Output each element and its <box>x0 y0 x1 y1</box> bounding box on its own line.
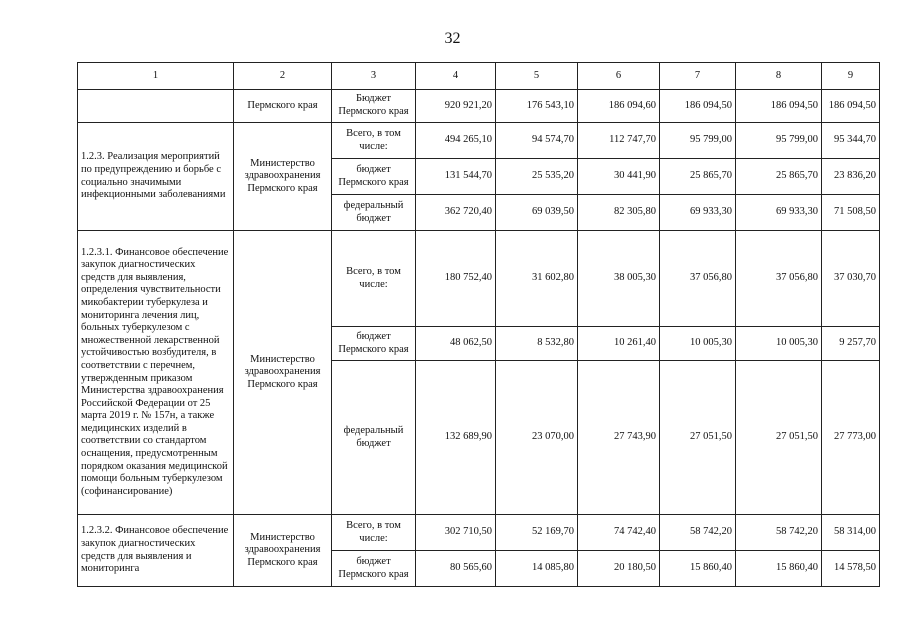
funding-source-cell: Всего, в том числе: <box>332 123 416 159</box>
table-row <box>78 90 880 123</box>
organization-cell: Министерство здравоохранения Пермского края <box>234 515 332 587</box>
funding-source-cell: бюджет Пермского края <box>332 327 416 361</box>
value-cell: 10 005,30 <box>660 327 736 361</box>
value-cell: 176 543,10 <box>496 90 578 123</box>
description-cell: 1.2.3.2. Финансовое обеспечение закупок диагностических средств для выявления и мониторинга <box>78 515 234 587</box>
header-cell: 2 <box>234 63 332 90</box>
value-cell: 27 743,90 <box>578 361 660 515</box>
organization-cell: Министерство здравоохранения Пермского края <box>234 231 332 515</box>
value-cell: 23 836,20 <box>822 159 880 195</box>
value-cell: 37 056,80 <box>660 231 736 327</box>
value-cell: 20 180,50 <box>578 551 660 587</box>
value-cell: 95 799,00 <box>660 123 736 159</box>
header-cell: 5 <box>496 63 578 90</box>
value-cell: 38 005,30 <box>578 231 660 327</box>
value-cell: 362 720,40 <box>416 195 496 231</box>
value-cell: 69 039,50 <box>496 195 578 231</box>
value-cell: 186 094,50 <box>736 90 822 123</box>
value-cell: 69 933,30 <box>660 195 736 231</box>
funding-source-cell: федеральный бюджет <box>332 361 416 515</box>
header-cell: 4 <box>416 63 496 90</box>
value-cell: 30 441,90 <box>578 159 660 195</box>
value-cell: 80 565,60 <box>416 551 496 587</box>
value-cell: 920 921,20 <box>416 90 496 123</box>
table-row <box>78 123 880 159</box>
header-cell: 3 <box>332 63 416 90</box>
value-cell: 186 094,50 <box>660 90 736 123</box>
value-cell: 27 051,50 <box>736 361 822 515</box>
value-cell: 131 544,70 <box>416 159 496 195</box>
value-cell: 15 860,40 <box>736 551 822 587</box>
table-row <box>78 231 880 327</box>
value-cell: 10 261,40 <box>578 327 660 361</box>
table-row <box>78 515 880 551</box>
funding-source-cell: Бюджет Пермского края <box>332 90 416 123</box>
value-cell: 8 532,80 <box>496 327 578 361</box>
value-cell: 27 051,50 <box>660 361 736 515</box>
value-cell: 71 508,50 <box>822 195 880 231</box>
value-cell: 31 602,80 <box>496 231 578 327</box>
header-cell: 7 <box>660 63 736 90</box>
organization-cell: Министерство здравоохранения Пермского края <box>234 123 332 231</box>
value-cell: 37 030,70 <box>822 231 880 327</box>
value-cell: 25 535,20 <box>496 159 578 195</box>
organization-cell: Пермского края <box>234 90 332 123</box>
description-cell <box>78 90 234 123</box>
header-cell: 8 <box>736 63 822 90</box>
header-cell: 1 <box>78 63 234 90</box>
value-cell: 186 094,60 <box>578 90 660 123</box>
value-cell: 69 933,30 <box>736 195 822 231</box>
value-cell: 132 689,90 <box>416 361 496 515</box>
value-cell: 95 799,00 <box>736 123 822 159</box>
value-cell: 52 169,70 <box>496 515 578 551</box>
header-cell: 9 <box>822 63 880 90</box>
value-cell: 37 056,80 <box>736 231 822 327</box>
value-cell: 15 860,40 <box>660 551 736 587</box>
value-cell: 25 865,70 <box>736 159 822 195</box>
value-cell: 14 578,50 <box>822 551 880 587</box>
description-cell: 1.2.3. Реализация мероприятий по предупреждению и борьбе с социально значимыми инфекционными заболеваниями <box>78 123 234 231</box>
value-cell: 23 070,00 <box>496 361 578 515</box>
page-number: 32 <box>444 30 461 47</box>
header-cell: 6 <box>578 63 660 90</box>
funding-source-cell: федеральный бюджет <box>332 195 416 231</box>
value-cell: 58 742,20 <box>660 515 736 551</box>
budget-table <box>77 62 880 587</box>
value-cell: 186 094,50 <box>822 90 880 123</box>
value-cell: 94 574,70 <box>496 123 578 159</box>
funding-source-cell: бюджет Пермского края <box>332 551 416 587</box>
value-cell: 9 257,70 <box>822 327 880 361</box>
value-cell: 58 742,20 <box>736 515 822 551</box>
funding-source-cell: Всего, в том числе: <box>332 231 416 327</box>
header-row <box>78 63 880 90</box>
funding-source-cell: бюджет Пермского края <box>332 159 416 195</box>
value-cell: 95 344,70 <box>822 123 880 159</box>
value-cell: 58 314,00 <box>822 515 880 551</box>
value-cell: 74 742,40 <box>578 515 660 551</box>
value-cell: 82 305,80 <box>578 195 660 231</box>
value-cell: 10 005,30 <box>736 327 822 361</box>
value-cell: 25 865,70 <box>660 159 736 195</box>
description-cell: 1.2.3.1. Финансовое обеспечение закупок диагностических средств для выявления, определения чувствительности микобактерии туберкулеза и мониторинга лечения лиц, больных туберкулезом с множественной лекарственной устойчивостью возбудителя, в соответствии с перечнем, утвержденным приказом Министерства здравоохранения Российской Федерации от 25 марта 2019 г. № 157н, а также медицинских изделий в соответствии со стандартом оснащения, предусмотренным порядком оказания медицинской помощи больным туберкулезом (софинансирование) <box>78 231 234 515</box>
value-cell: 48 062,50 <box>416 327 496 361</box>
value-cell: 180 752,40 <box>416 231 496 327</box>
value-cell: 302 710,50 <box>416 515 496 551</box>
funding-source-cell: Всего, в том числе: <box>332 515 416 551</box>
value-cell: 27 773,00 <box>822 361 880 515</box>
value-cell: 494 265,10 <box>416 123 496 159</box>
value-cell: 112 747,70 <box>578 123 660 159</box>
value-cell: 14 085,80 <box>496 551 578 587</box>
